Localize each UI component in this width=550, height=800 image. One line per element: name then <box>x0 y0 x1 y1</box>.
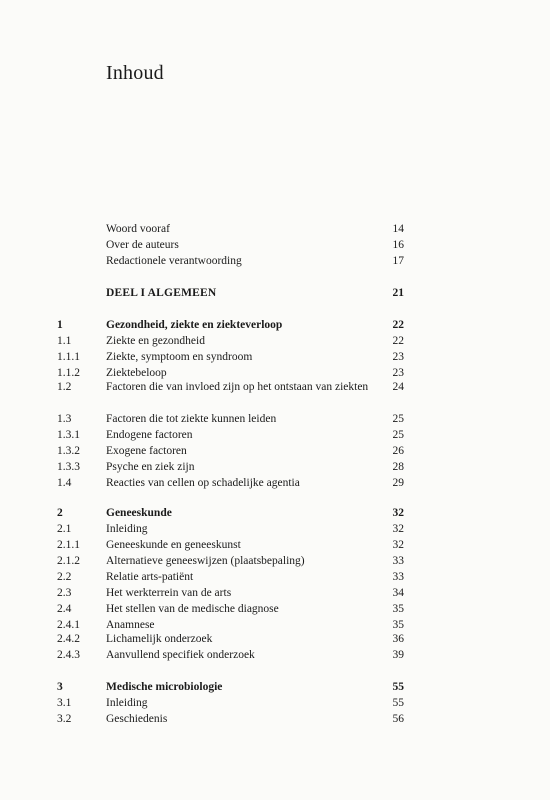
toc-entry-number: 1.1.1 <box>57 351 80 363</box>
toc-entry-title: Over de auteurs <box>106 239 179 251</box>
toc-entry-title: Gezondheid, ziekte en ziekteverloop <box>106 319 283 331</box>
toc-entry-page: 26 <box>392 445 404 457</box>
toc-entry-page: 33 <box>392 555 404 567</box>
toc-entry-page: 22 <box>392 319 404 331</box>
toc-entry-number: 2.1.2 <box>57 555 80 567</box>
toc-entry-title: Factoren die van invloed zijn op het ontstaan van ziekten <box>106 381 369 393</box>
toc-entry-page: 55 <box>392 697 404 709</box>
toc-entry-page: 29 <box>392 477 404 489</box>
toc-entry-number: 2.4.1 <box>57 619 80 631</box>
toc-entry-number: 1.3 <box>57 413 72 425</box>
toc-entry-title: Het stellen van de medische diagnose <box>106 603 279 615</box>
toc-entry-page: 56 <box>392 713 404 725</box>
toc-entry-title: Factoren die tot ziekte kunnen leiden <box>106 413 277 425</box>
toc-entry-number: 2.3 <box>57 587 72 599</box>
toc-entry-number: 3.2 <box>57 713 72 725</box>
toc-entry-page: 25 <box>392 413 404 425</box>
toc-entry-title: Geschiedenis <box>106 713 168 725</box>
toc-entry-title: Medische microbiologie <box>106 681 223 693</box>
toc-entry-number: 2.4.2 <box>57 633 80 645</box>
toc-entry-page: 21 <box>392 287 404 299</box>
toc-entry-number: 2.2 <box>57 571 72 583</box>
toc-entry-title: Aanvullend specifiek onderzoek <box>106 649 255 661</box>
toc-entry-number: 3 <box>57 681 63 693</box>
toc-entry-number: 1.3.3 <box>57 461 80 473</box>
toc-entry-number: 2 <box>57 507 63 519</box>
toc-entry-page: 39 <box>392 649 404 661</box>
toc-entry-page: 23 <box>392 351 404 363</box>
toc-entry-number: 3.1 <box>57 697 72 709</box>
toc-entry-page: 34 <box>392 587 404 599</box>
toc-entry-page: 36 <box>392 633 404 645</box>
toc-entry-page: 23 <box>392 367 404 379</box>
toc-entry-title: Woord vooraf <box>106 223 170 235</box>
toc-entry-title: Ziekte, symptoom en syndroom <box>106 351 253 363</box>
toc-entry-title: Inleiding <box>106 697 148 709</box>
toc-entry-title: Inleiding <box>106 523 148 535</box>
toc-entry-page: 14 <box>392 223 404 235</box>
toc-entry-title: Anamnese <box>106 619 155 631</box>
toc-entry-page: 28 <box>392 461 404 473</box>
toc-entry-number: 1 <box>57 319 63 331</box>
toc-entry-title: Exogene factoren <box>106 445 187 457</box>
toc-entry-number: 1.3.1 <box>57 429 80 441</box>
toc-entry-number: 1.1 <box>57 335 72 347</box>
page-title: Inhoud <box>106 62 164 84</box>
toc-entry-title: Relatie arts-patiënt <box>106 571 194 583</box>
toc-entry-page: 24 <box>392 381 404 393</box>
toc-entry-title: Ziekte en gezondheid <box>106 335 205 347</box>
toc-entry-number: 2.4.3 <box>57 649 80 661</box>
toc-entry-number: 1.1.2 <box>57 367 80 379</box>
toc-entry-page: 35 <box>392 603 404 615</box>
toc-entry-page: 32 <box>392 539 404 551</box>
toc-entry-title: Geneeskunde en geneeskunst <box>106 539 241 551</box>
toc-entry-title: Psyche en ziek zijn <box>106 461 195 473</box>
toc-entry-title: Alternatieve geneeswijzen (plaatsbepaling) <box>106 555 305 567</box>
toc-entry-number: 1.2 <box>57 381 72 393</box>
toc-entry-page: 33 <box>392 571 404 583</box>
toc-entry-title: Geneeskunde <box>106 507 172 519</box>
toc-entry-page: 25 <box>392 429 404 441</box>
toc-entry-title: Endogene factoren <box>106 429 193 441</box>
toc-entry-number: 1.4 <box>57 477 72 489</box>
toc-entry-title: DEEL I ALGEMEEN <box>106 287 217 299</box>
toc-entry-number: 2.1 <box>57 523 72 535</box>
toc-entry-page: 55 <box>392 681 404 693</box>
toc-entry-number: 2.1.1 <box>57 539 80 551</box>
toc-entry-page: 32 <box>392 523 404 535</box>
toc-entry-title: Het werkterrein van de arts <box>106 587 232 599</box>
toc-entry-page: 35 <box>392 619 404 631</box>
toc-entry-title: Reacties van cellen op schadelijke agentia <box>106 477 300 489</box>
toc-entry-number: 2.4 <box>57 603 72 615</box>
toc-entry-title: Lichamelijk onderzoek <box>106 633 213 645</box>
toc-entry-page: 32 <box>392 507 404 519</box>
toc-entry-page: 22 <box>392 335 404 347</box>
toc-entry-page: 16 <box>392 239 404 251</box>
toc-entry-title: Ziektebeloop <box>106 367 167 379</box>
toc-entry-number: 1.3.2 <box>57 445 80 457</box>
toc-entry-title: Redactionele verantwoording <box>106 255 242 267</box>
toc-entry-page: 17 <box>392 255 404 267</box>
